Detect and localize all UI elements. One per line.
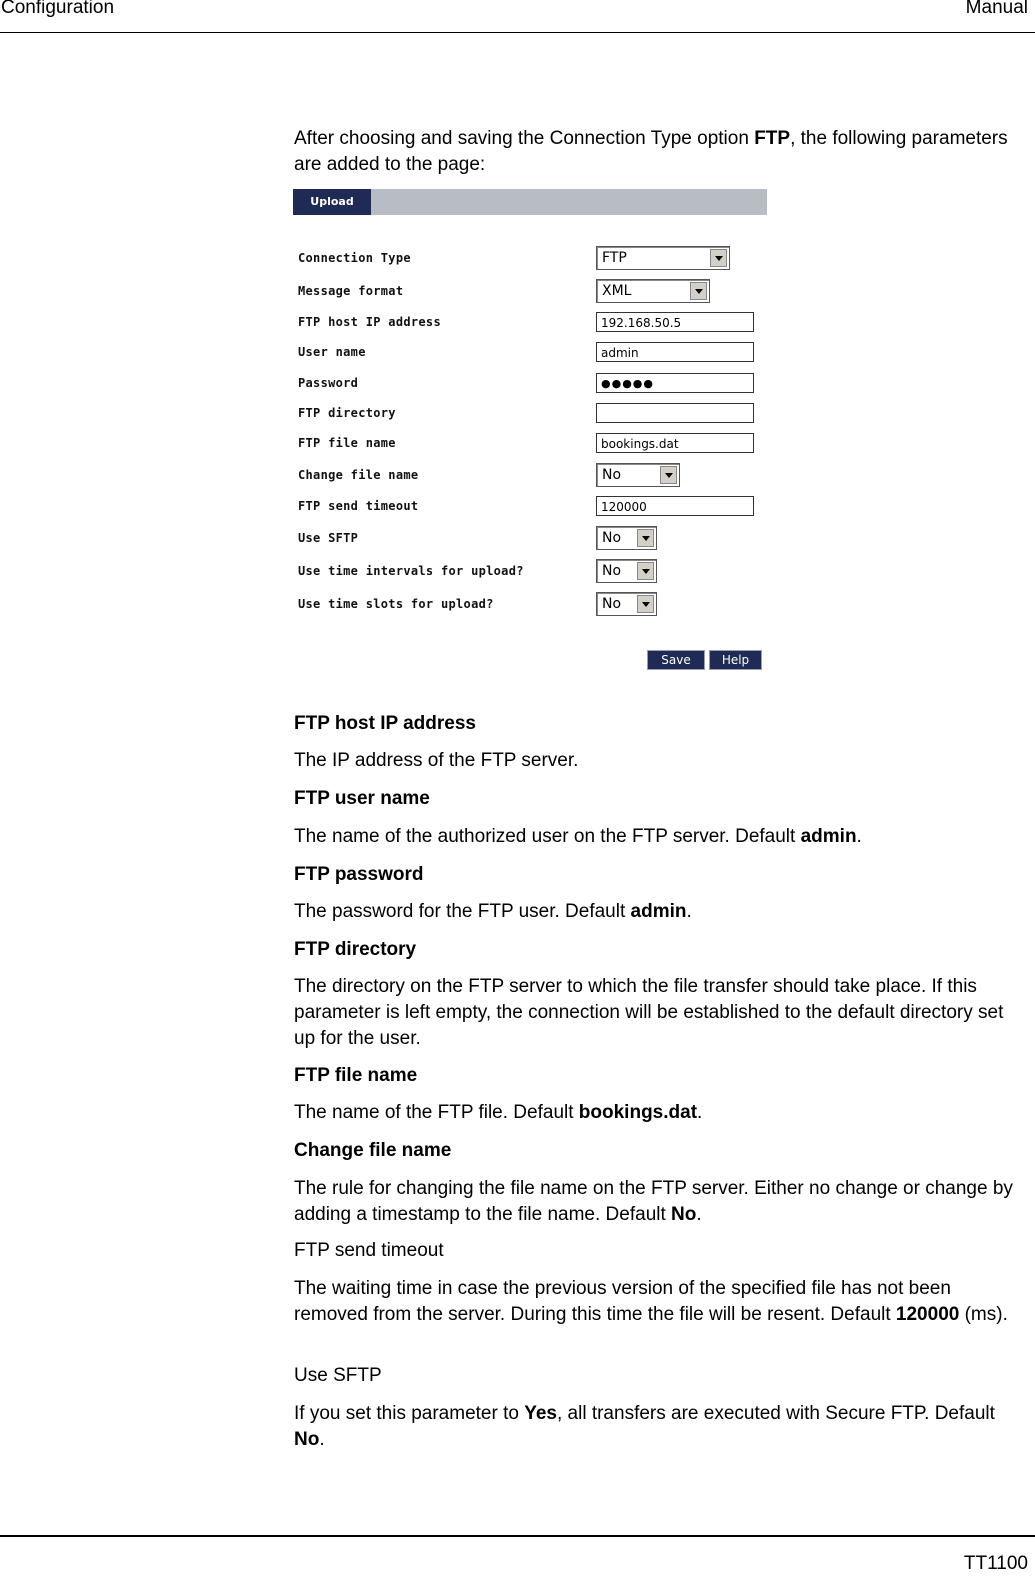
password-label: Password [298, 376, 359, 390]
time-slots-row [298, 594, 768, 618]
password-row [298, 373, 768, 397]
ftp-host-row [298, 312, 768, 336]
time-slots-select[interactable]: No [596, 592, 657, 616]
ftp-file-name-row [298, 433, 768, 457]
use-sftp-label: Use SFTP [298, 531, 359, 545]
header-rule [0, 32, 1035, 33]
host-heading: FTP host IP address [294, 713, 476, 734]
user-name-input[interactable]: admin [596, 342, 754, 362]
change-heading: Change file name [294, 1140, 452, 1161]
chevron-down-icon [637, 529, 654, 547]
intro-paragraph: After choosing and saving the Connection Type option FTP, the following parameters are added to the page: [294, 128, 1008, 175]
chevron-down-icon [690, 282, 707, 300]
use-sftp-row [298, 528, 768, 552]
message-format-label: Message format [298, 284, 404, 298]
ftp-send-timeout-label: FTP send timeout [298, 499, 419, 513]
footer-product-code: TT1100 [963, 1553, 1028, 1574]
use-sftp-select[interactable]: No [596, 526, 657, 550]
time-intervals-select[interactable]: No [596, 559, 657, 583]
chevron-down-icon [637, 562, 654, 580]
ftp-directory-label: FTP directory [298, 406, 396, 420]
user-heading: FTP user name [294, 788, 430, 809]
message-format-select[interactable]: XML [596, 279, 710, 303]
time-slots-label: Use time slots for upload? [298, 597, 494, 611]
change-file-name-label: Change file name [298, 468, 419, 482]
filename-heading: FTP file name [294, 1065, 418, 1086]
save-button[interactable]: Save [647, 650, 705, 670]
time-intervals-row [298, 561, 768, 585]
ftp-directory-row [298, 403, 768, 427]
change-file-name-select[interactable]: No [596, 463, 680, 487]
ftp-send-timeout-input[interactable]: 120000 [596, 496, 754, 516]
password-input[interactable]: ●●●●● [596, 373, 754, 393]
timeout-heading: FTP send timeout [294, 1240, 444, 1261]
ftp-directory-input[interactable] [596, 403, 754, 423]
ftp-send-timeout-row [298, 496, 768, 520]
ftp-file-name-input[interactable]: bookings.dat [596, 433, 754, 453]
ftp-host-label: FTP host IP address [298, 315, 441, 329]
password-heading: FTP password [294, 864, 424, 885]
header-doc-type: Manual [965, 0, 1028, 18]
connection-type-label: Connection Type [298, 251, 411, 265]
connection-type-select[interactable]: FTP [596, 246, 730, 270]
chevron-down-icon [710, 249, 727, 267]
user-name-row [298, 342, 768, 366]
change-description: The rule for changing the file name on the FTP server. Either no change or change by adding a timestamp to the file name. Default No. [294, 1178, 1013, 1225]
connection-type-row [298, 248, 768, 272]
upload-settings-screenshot [293, 189, 767, 674]
chevron-down-icon [660, 466, 677, 484]
user-name-label: User name [298, 345, 366, 359]
time-intervals-label: Use time intervals for upload? [298, 564, 524, 578]
tab-upload[interactable]: Upload [293, 189, 371, 215]
sftp-heading: Use SFTP [294, 1365, 382, 1386]
password-description: The password for the FTP user. Default admin. [294, 901, 692, 922]
header-section-title: Configuration [1, 0, 115, 18]
footer-rule [0, 1535, 1035, 1537]
change-file-name-row [298, 465, 768, 489]
directory-heading: FTP directory [294, 939, 417, 960]
ftp-host-input[interactable]: 192.168.50.5 [596, 312, 754, 332]
timeout-description: The waiting time in case the previous version of the specified file has not been removed from the server. During this time the file will be resent. Default 120000 (ms). [294, 1278, 1008, 1325]
message-format-row [298, 281, 768, 305]
directory-description: The directory on the FTP server to which the file transfer should take place. If this parameter is left empty, the connection will be established to the default directory set up for the user. [294, 976, 1004, 1049]
tab-bar [293, 189, 767, 215]
filename-description: The name of the FTP file. Default bookings.dat. [294, 1102, 703, 1123]
host-description: The IP address of the FTP server. [294, 750, 579, 771]
chevron-down-icon [637, 595, 654, 613]
ftp-file-name-label: FTP file name [298, 436, 396, 450]
sftp-description: If you set this parameter to Yes, all transfers are executed with Secure FTP. Default No. [294, 1403, 995, 1450]
user-description: The name of the authorized user on the FTP server. Default admin. [294, 826, 862, 847]
help-button[interactable]: Help [709, 650, 762, 670]
